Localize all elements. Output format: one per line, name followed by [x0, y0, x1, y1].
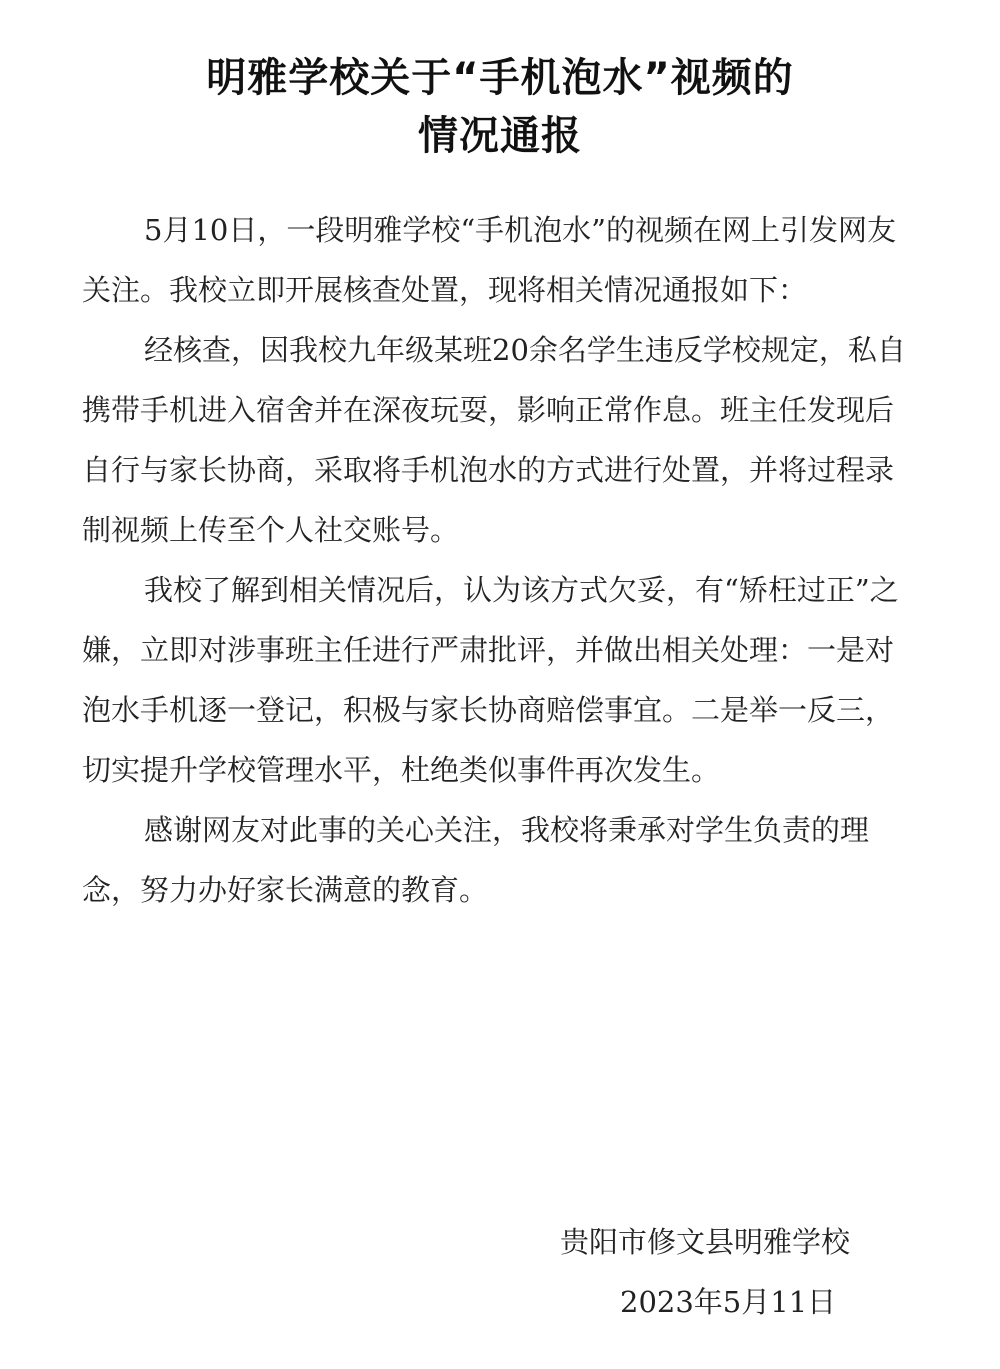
signature-date: 2023年5月11日: [620, 1285, 837, 1319]
paragraph-3: 我校了解到相关情况后，认为该方式欠妥，有“矫枉过正”之嫌，立即对涉事班主任进行严肃批评，并做出相关处理：一是对泡水手机逐一登记，积极与家长协商赔偿事宜。二是举一反三，切实提升学校管理水平，杜绝类似事件再次发生。: [82, 573, 899, 787]
paragraph-2: 经核查，因我校九年级某班20余名学生违反学校规定，私自携带手机进入宿舍并在深夜玩耍，影响正常作息。班主任发现后自行与家长协商，采取将手机泡水的方式进行处置，并将过程录制视频上传至个人社交账号。: [82, 333, 906, 547]
paragraph-4: 感谢网友对此事的关心关注，我校将秉承对学生负责的理念，努力办好家长满意的教育。: [82, 813, 870, 907]
document-title-line1: 明雅学校关于“手机泡水”视频的: [206, 55, 794, 101]
document-body: [82, 200, 912, 920]
paragraph-1: 5月10日，一段明雅学校“手机泡水”的视频在网上引发网友关注。我校立即开展核查处置，现将相关情况通报如下：: [82, 213, 897, 307]
document-title-line2: 情况通报: [418, 113, 582, 159]
signature-organization: 贵阳市修文县明雅学校: [560, 1225, 851, 1259]
